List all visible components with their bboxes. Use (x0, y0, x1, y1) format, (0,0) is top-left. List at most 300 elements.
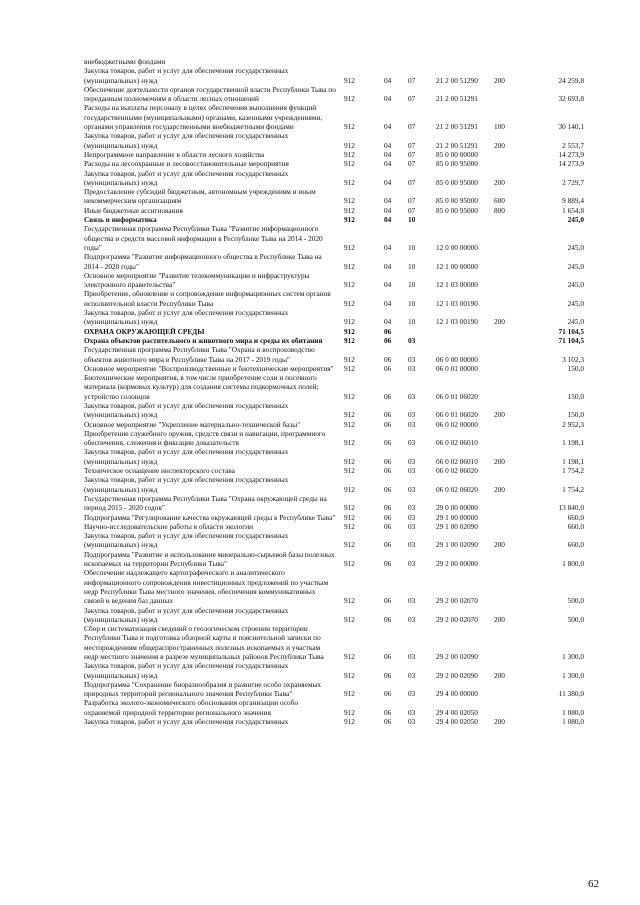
admin-code: 912 (344, 707, 355, 717)
row-name: Подпрограмма "Развитие и использование минерально-сырьевой базы полезных ископаемых на территории Республики Тыва" (84, 549, 335, 569)
admin-code: 912 (344, 94, 355, 104)
table-row (84, 169, 584, 188)
row-name: Подпрограмма "Развитие информационного общества в Республике Тыва на 2014 - 2020 годы" (84, 252, 322, 271)
admin-code: 912 (344, 503, 355, 513)
admin-code: 912 (344, 391, 355, 401)
row-values (84, 122, 584, 131)
section-code: 04 (384, 159, 392, 169)
amount: 660,0 (567, 540, 584, 550)
row-name: Разработка эколого-экономического обоснования организации особо охраняемой природной территории регионального значения (84, 698, 299, 717)
row-values (84, 596, 584, 605)
subsection-code: 03 (408, 438, 416, 448)
table-row (84, 568, 584, 605)
admin-code: 912 (344, 242, 355, 252)
row-values (84, 717, 584, 726)
amount: 1 754,2 (562, 484, 584, 494)
amount: 32 693,8 (558, 94, 584, 104)
subsection-code: 07 (408, 196, 416, 206)
admin-code: 912 (344, 122, 355, 132)
amount: 1 300,0 (562, 670, 584, 680)
table-row (84, 224, 584, 252)
expense-type-code: 800 (494, 205, 505, 215)
section-code: 06 (384, 596, 392, 606)
admin-code: 912 (344, 196, 355, 206)
table-row (84, 447, 584, 466)
row-values (84, 708, 584, 717)
amount: 500,0 (567, 596, 584, 606)
amount: 245,0 (567, 298, 584, 308)
table-row (84, 336, 584, 345)
row-name: Закупка товаров, работ и услуг для обеспечения государственных (муниципальных) нужд (84, 168, 289, 187)
subsection-code: 10 (408, 242, 416, 252)
table-row (84, 522, 584, 531)
amount: 1 198,1 (562, 456, 584, 466)
admin-code: 912 (344, 540, 355, 550)
section-code: 06 (384, 466, 392, 476)
section-code: 04 (384, 280, 392, 290)
row-values (84, 485, 584, 494)
table-row (84, 85, 584, 104)
subsection-code: 07 (408, 149, 416, 159)
table-row (84, 420, 584, 429)
amount: 660,0 (567, 521, 584, 531)
row-values (84, 392, 584, 401)
table-row (84, 150, 584, 159)
expense-type-code: 200 (494, 717, 505, 727)
subsection-code: 10 (408, 298, 416, 308)
target-article-code: 12 1 03 00190 (436, 298, 478, 308)
section-code: 04 (384, 149, 392, 159)
row-values (84, 615, 584, 624)
table-row (84, 131, 584, 150)
admin-code: 912 (344, 410, 355, 420)
row-values (84, 159, 584, 168)
target-article-code: 06 0 01 00000 (436, 363, 478, 373)
amount: 24 259,8 (558, 75, 584, 85)
subsection-code: 03 (408, 419, 416, 429)
row-name: Биотехнические мероприятия, в том числе приобретение соли и посевного материала (кормовых культур) для создания системы подкормочных полей; устройство солонцов (84, 373, 319, 401)
subsection-code: 07 (408, 75, 416, 85)
section-code: 06 (384, 410, 392, 420)
amount: 245,0 (567, 242, 584, 252)
admin-code: 912 (344, 354, 355, 364)
target-article-code: 29 2 00 02090 (436, 670, 478, 680)
row-name: Подпрограмма "Сохранение биоразнообразия и развитие особо охраняемых природных территорий регионального значения Республики Тыва" (84, 679, 321, 699)
subsection-code: 07 (408, 205, 416, 215)
table-row (84, 466, 584, 475)
table-row (84, 308, 584, 327)
subsection-code: 03 (408, 521, 416, 531)
section-code: 06 (384, 438, 392, 448)
row-values (84, 280, 584, 289)
admin-code: 912 (344, 159, 355, 169)
target-article-code: 21 2 00 51290 (436, 75, 478, 85)
subsection-code: 10 (408, 261, 416, 271)
admin-code: 912 (344, 456, 355, 466)
subsection-code: 03 (408, 456, 416, 466)
admin-code: 912 (344, 689, 355, 699)
section-code: 06 (384, 652, 392, 661)
row-values (84, 317, 584, 326)
table-row (84, 475, 584, 494)
table-row (84, 661, 584, 680)
row-values (84, 466, 584, 475)
target-article-code: 06 0 00 00000 (436, 354, 478, 364)
row-name: Основное мероприятие "Воспроизводственные и биотехнические мероприятия" (84, 363, 334, 373)
row-name: Расходы на лесоохранные и лесовосстановительные мероприятия (84, 159, 289, 169)
admin-code: 912 (344, 215, 355, 225)
table-row (84, 289, 584, 308)
table-row (84, 624, 584, 661)
row-values (84, 513, 584, 522)
admin-code: 912 (344, 335, 355, 345)
row-name: Закупка товаров, работ и услуг для обеспечения государственных (муниципальных) нужд (84, 131, 289, 150)
row-name: ОХРАНА ОКРУЖАЮЩЕЙ СРЕДЫ (84, 326, 205, 336)
expense-type-code: 200 (494, 484, 505, 494)
row-values (84, 262, 584, 271)
table-row (84, 66, 584, 85)
section-code: 06 (384, 503, 392, 513)
target-article-code: 21 2 00 51291 (436, 94, 478, 104)
target-article-code: 29 1 00 00000 (436, 512, 478, 522)
table-row (84, 531, 584, 550)
table-row (84, 550, 584, 569)
table-row (84, 401, 584, 420)
amount: 245,0 (567, 317, 584, 327)
subsection-code: 03 (408, 391, 416, 401)
admin-code: 912 (344, 596, 355, 606)
section-code: 04 (384, 94, 392, 104)
row-values (84, 355, 584, 364)
target-article-code: 21 2 00 51291 (436, 122, 478, 132)
subsection-code: 03 (408, 410, 416, 420)
section-code: 06 (384, 559, 392, 569)
row-values (84, 522, 584, 531)
section-code: 04 (384, 205, 392, 215)
subsection-code: 03 (408, 652, 416, 661)
amount: 660,0 (567, 512, 584, 522)
table-row (84, 327, 584, 336)
row-name: внебюджетными фондами (84, 57, 166, 66)
admin-code: 912 (344, 670, 355, 680)
row-values (84, 671, 584, 680)
table-row (84, 187, 584, 206)
expense-type-code: 200 (494, 456, 505, 466)
row-name: Закупка товаров, работ и услуг для обеспечения государственных (муниципальных) нужд (84, 605, 289, 624)
row-name: Подпрограмма "Регулирование качества окружающей среды в Республике Тыва" (84, 512, 336, 522)
row-name: Закупка товаров, работ и услуг для обеспечения государственных (муниципальных) нужд (84, 447, 289, 466)
section-code: 06 (384, 419, 392, 429)
table-row (84, 206, 584, 215)
amount: 1 300,0 (562, 652, 584, 661)
section-code: 06 (384, 456, 392, 466)
table-row (84, 215, 584, 224)
row-name: Непрограммное направление в области лесного хозяйства (84, 149, 265, 159)
subsection-code: 03 (408, 363, 416, 373)
section-code: 06 (384, 614, 392, 624)
row-name: Техническое оснащение инспекторского состава (84, 466, 235, 476)
section-code: 06 (384, 363, 392, 373)
target-article-code: 21 2 00 51291 (436, 140, 478, 150)
table-row (84, 159, 584, 168)
expense-type-code: 200 (494, 670, 505, 680)
amount: 500,0 (567, 614, 584, 624)
subsection-code: 10 (408, 215, 416, 225)
admin-code: 912 (344, 466, 355, 476)
admin-code: 912 (344, 317, 355, 327)
row-values (84, 57, 584, 66)
section-code: 06 (384, 717, 392, 727)
expense-type-code: 100 (494, 122, 505, 132)
subsection-code: 03 (408, 484, 416, 494)
admin-code: 912 (344, 326, 355, 336)
amount: 2 553,7 (562, 140, 584, 150)
section-code: 04 (384, 177, 392, 187)
amount: 245,0 (567, 261, 584, 271)
subsection-code: 10 (408, 280, 416, 290)
table-row (84, 373, 584, 401)
row-name: Закупка товаров, работ и услуг для обеспечения государственных (муниципальных) нужд (84, 475, 289, 494)
row-values (84, 438, 584, 447)
admin-code: 912 (344, 652, 355, 661)
row-name: Государственная программа Республики Тыва "Охрана окружающей среды на период 2015 - 2020 годов" (84, 493, 327, 513)
amount: 14 273,9 (558, 159, 584, 169)
amount: 150,0 (567, 363, 584, 373)
section-code: 04 (384, 75, 392, 85)
target-article-code: 29 2 00 00000 (436, 559, 478, 569)
section-code: 04 (384, 261, 392, 271)
target-article-code: 06 0 01 06020 (436, 391, 478, 401)
target-article-code: 85 0 00 00000 (436, 149, 478, 159)
row-name: Закупка товаров, работ и услуг для обеспечения государственных (муниципальных) нужд (84, 661, 289, 680)
expense-type-code: 200 (494, 540, 505, 550)
row-values (84, 76, 584, 85)
target-article-code: 29 2 00 02090 (436, 652, 478, 661)
target-article-code: 29 0 00 00000 (436, 503, 478, 513)
table-row (84, 680, 584, 699)
amount: 9 889,4 (562, 196, 584, 206)
section-code: 06 (384, 689, 392, 699)
expense-type-code: 200 (494, 410, 505, 420)
admin-code: 912 (344, 559, 355, 569)
table-row (84, 717, 584, 726)
admin-code: 912 (344, 149, 355, 159)
target-article-code: 29 1 00 02090 (436, 521, 478, 531)
row-values (84, 141, 584, 150)
expense-type-code: 200 (494, 614, 505, 624)
section-code: 06 (384, 335, 392, 345)
row-name: Расходы на выплаты персоналу в целях обеспечения выполнения функций государственными (муниципальными) органами, казенными учреждениями, органами управления государственными внебюджетными фондами (84, 103, 323, 132)
row-name: Приобретение служебного оружия, средств связи и навигации, программного обеспечения, слежения и фиксации доказательств (84, 428, 326, 448)
admin-code: 912 (344, 75, 355, 85)
section-code: 06 (384, 521, 392, 531)
row-name: Закупка товаров, работ и услуг для обеспечения государственных (муниципальных) нужд (84, 66, 289, 85)
target-article-code: 85 0 00 95000 (436, 177, 478, 187)
admin-code: 912 (344, 177, 355, 187)
row-values (84, 196, 584, 205)
target-article-code: 06 0 02 06020 (436, 466, 478, 476)
row-name: Приобретение, обновление и сопровождение информационных систем органов исполнительной власти Республики Тыва (84, 289, 331, 308)
row-name: Обеспечение надлежащего картографического и аналитического информационного сопровождения инвестиционных предложений по участкам недр Республики Тыва местного значения, обеспечения коммуникативных связей и ведения баз данных (84, 568, 329, 606)
table-row (84, 252, 584, 271)
amount: 150,0 (567, 391, 584, 401)
amount: 1 198,1 (562, 438, 584, 448)
row-values (84, 559, 584, 568)
row-values (84, 689, 584, 698)
row-name: Предоставление субсидий бюджетным, автономным учреждениям и иным некоммерческим организациям (84, 187, 316, 206)
row-values (84, 215, 584, 224)
row-name: Обеспечение деятельности органов государственной власти Республики Тыва по переданным полномочиям в области лесных отношений (84, 84, 336, 104)
row-name: Государственная программа Республики Тыва "Развитие информационного общества и средств массовой информации в Республике Тыва на 2014 - 2020 годы" (84, 224, 323, 252)
amount: 1 654,8 (562, 205, 584, 215)
table-row (84, 364, 584, 373)
subsection-code: 07 (408, 177, 416, 187)
target-article-code: 85 0 00 95000 (436, 205, 478, 215)
amount: 14 273,9 (558, 149, 584, 159)
row-name: Основное мероприятие "Развитие телекоммуникации и инфраструктуры электронного правительства" (84, 270, 310, 290)
target-article-code: 29 4 00 02050 (436, 717, 478, 727)
row-name: Связь и информатика (84, 215, 157, 225)
row-values (84, 420, 584, 429)
row-values (84, 503, 584, 512)
amount: 2 729,7 (562, 177, 584, 187)
subsection-code: 03 (408, 596, 416, 606)
target-article-code: 06 0 01 06020 (436, 410, 478, 420)
subsection-code: 03 (408, 512, 416, 522)
row-name: Научно-исследовательские работы в области экологии (84, 521, 254, 531)
row-values (84, 364, 584, 373)
target-article-code: 06 0 02 06010 (436, 456, 478, 466)
admin-code: 912 (344, 298, 355, 308)
section-code: 04 (384, 215, 392, 225)
section-code: 04 (384, 298, 392, 308)
amount: 2 952,3 (562, 419, 584, 429)
row-values (84, 652, 584, 661)
table-row (84, 271, 584, 290)
subsection-code: 07 (408, 94, 416, 104)
amount: 245,0 (567, 280, 584, 290)
section-code: 04 (384, 196, 392, 206)
target-article-code: 06 0 02 06010 (436, 438, 478, 448)
row-name: Сбор и систематизация сведений о геологическом строении территории Республики Тыва и подготовка обзорной карты и пояснительной записки по месторождениям общераспространенных полезных ископаемых и участкам недр местного значения в разрезе муниципальных районов Республики Тыва (84, 624, 324, 661)
amount: 30 140,1 (558, 122, 584, 132)
table-row (84, 345, 584, 364)
budget-table (84, 57, 584, 726)
admin-code: 912 (344, 717, 355, 727)
admin-code: 912 (344, 521, 355, 531)
admin-code: 912 (344, 363, 355, 373)
subsection-code: 03 (408, 689, 416, 699)
section-code: 06 (384, 326, 392, 336)
table-row (84, 103, 584, 131)
amount: 1 080,0 (562, 707, 584, 717)
subsection-code: 07 (408, 140, 416, 150)
row-values (84, 457, 584, 466)
subsection-code: 03 (408, 354, 416, 364)
section-code: 06 (384, 354, 392, 364)
target-article-code: 29 2 00 02070 (436, 614, 478, 624)
subsection-code: 03 (408, 670, 416, 680)
row-values (84, 150, 584, 159)
subsection-code: 07 (408, 159, 416, 169)
row-values (84, 178, 584, 187)
target-article-code: 06 0 02 00000 (436, 419, 478, 429)
expense-type-code: 200 (494, 317, 505, 327)
target-article-code: 12 1 03 00000 (436, 280, 478, 290)
table-row (84, 429, 584, 448)
section-code: 06 (384, 484, 392, 494)
target-article-code: 29 2 00 02070 (436, 596, 478, 606)
subsection-code: 03 (408, 466, 416, 476)
admin-code: 912 (344, 484, 355, 494)
row-values (84, 94, 584, 103)
row-values (84, 243, 584, 252)
admin-code: 912 (344, 438, 355, 448)
row-values (84, 327, 584, 336)
amount: 1 754,2 (562, 466, 584, 476)
table-row (84, 698, 584, 717)
section-code: 06 (384, 707, 392, 717)
subsection-code: 03 (408, 503, 416, 513)
row-values (84, 299, 584, 308)
section-code: 04 (384, 317, 392, 327)
subsection-code: 10 (408, 317, 416, 327)
subsection-code: 03 (408, 614, 416, 624)
target-article-code: 06 0 02 06020 (436, 484, 478, 494)
amount: 150,0 (567, 410, 584, 420)
section-code: 04 (384, 140, 392, 150)
amount: 11 380,0 (558, 689, 584, 699)
expense-type-code: 200 (494, 177, 505, 187)
row-name: Закупка товаров, работ и услуг для обеспечения государственных (84, 717, 289, 727)
amount: 1 080,0 (562, 717, 584, 727)
admin-code: 912 (344, 280, 355, 290)
subsection-code: 03 (408, 335, 416, 345)
row-name: Закупка товаров, работ и услуг для обеспечения государственных (муниципальных) нужд (84, 531, 289, 550)
target-article-code: 29 4 00 00000 (436, 689, 478, 699)
amount: 3 102,3 (562, 354, 584, 364)
subsection-code: 03 (408, 559, 416, 569)
section-code: 06 (384, 512, 392, 522)
expense-type-code: 200 (494, 75, 505, 85)
admin-code: 912 (344, 614, 355, 624)
target-article-code: 12 1 03 00190 (436, 317, 478, 327)
table-row (84, 57, 584, 66)
admin-code: 912 (344, 419, 355, 429)
table-row (84, 513, 584, 522)
target-article-code: 85 0 00 95000 (436, 196, 478, 206)
row-name: Закупка товаров, работ и услуг для обеспечения государственных (муниципальных) нужд (84, 400, 289, 420)
row-name: Иные бюджетные ассигнования (84, 205, 183, 215)
amount: 245,0 (567, 215, 584, 225)
row-name: Основное мероприятие "Укрепление материально-технической базы" (84, 419, 301, 429)
subsection-code: 03 (408, 707, 416, 717)
amount: 13 840,0 (558, 503, 584, 513)
expense-type-code: 200 (494, 140, 505, 150)
table-row (84, 494, 584, 513)
admin-code: 912 (344, 512, 355, 522)
amount: 71 104,5 (558, 326, 584, 336)
section-code: 04 (384, 242, 392, 252)
section-code: 06 (384, 670, 392, 680)
subsection-code: 07 (408, 122, 416, 132)
row-name: Охрана объектов растительного и животного мира и среды их обитания (84, 335, 323, 345)
expense-type-code: 600 (494, 196, 505, 206)
target-article-code: 12 0 00 00000 (436, 242, 478, 252)
row-values (84, 206, 584, 215)
amount: 1 800,0 (562, 559, 584, 569)
target-article-code: 85 0 00 95000 (436, 159, 478, 169)
